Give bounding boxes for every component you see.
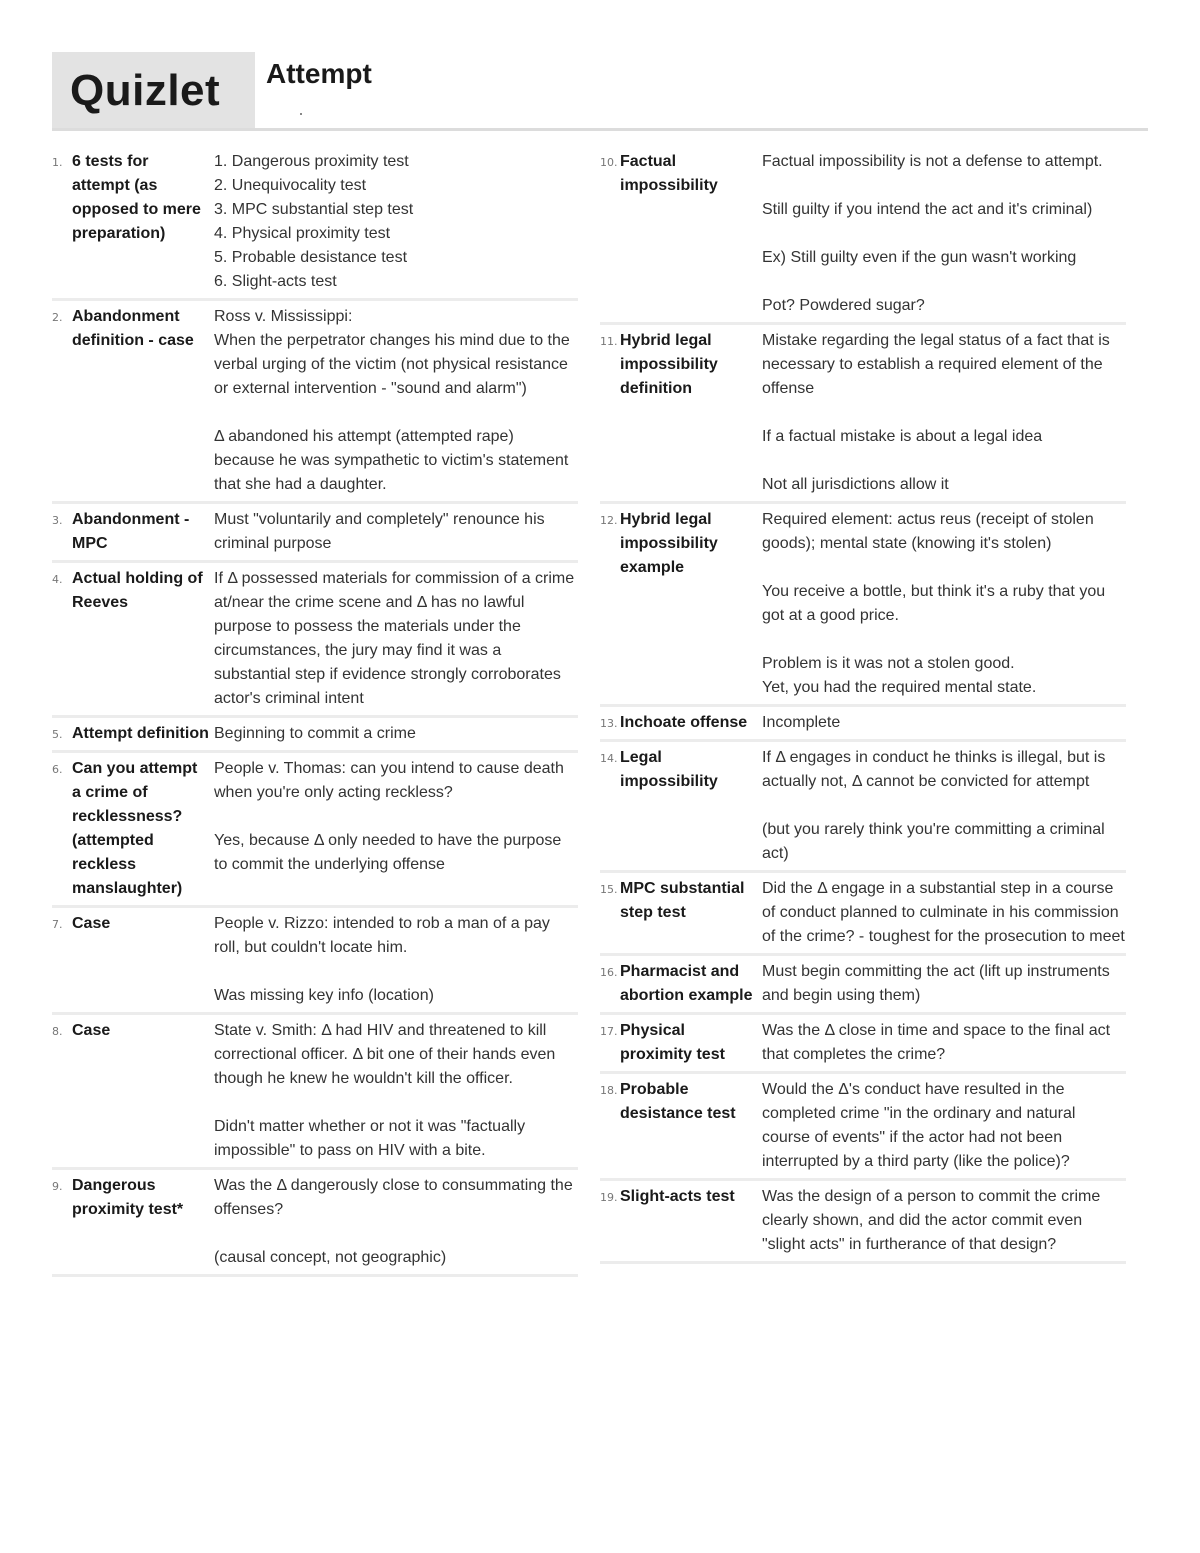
card-number: 3. — [52, 514, 63, 527]
card-number: 12. — [600, 514, 618, 527]
card-number: 13. — [600, 717, 618, 730]
card-definition: Was the Δ dangerously close to consummating the offenses? (causal concept, not geographic) — [214, 1177, 573, 1266]
card-definition: If Δ engages in conduct he thinks is illegal, but is actually not, Δ cannot be convicted for attempt (but you rarely think you're committing a criminal act) — [762, 749, 1106, 862]
flashcard — [600, 1185, 1126, 1264]
card-term: Abandonment definition - case — [72, 308, 194, 349]
card-definition: Would the Δ's conduct have resulted in the completed crime "in the ordinary and natural course of events" if the actor had not been interrupted by a third party (like the police)? — [762, 1081, 1076, 1170]
card-definition: Required element: actus reus (receipt of stolen goods); mental state (knowing it's stolen) You receive a bottle, but think it's a ruby that you got at a good price. Problem is it was not a stolen good. Yet, you had the required mental state. — [762, 511, 1106, 696]
card-number: 19. — [600, 1191, 618, 1204]
card-definition: Must "voluntarily and completely" renounce his criminal purpose — [214, 511, 545, 552]
flashcard — [52, 305, 578, 504]
card-number: 5. — [52, 728, 63, 741]
flashcard — [52, 508, 578, 563]
card-term: 6 tests for attempt (as opposed to mere preparation) — [72, 153, 201, 242]
logo-text: Quizlet — [70, 66, 221, 115]
flashcard — [600, 1019, 1126, 1074]
card-definition: Was the design of a person to commit the crime clearly shown, and did the actor commit even "slight acts" in furtherance of that design? — [762, 1188, 1101, 1253]
flashcard — [600, 508, 1126, 707]
card-definition: Ross v. Mississippi: When the perpetrator changes his mind due to the verbal urging of the victim (not physical resistance or external intervention - "sound and alarm") Δ abandoned his attempt (attempted rape) because he was sympathetic to victim's statement that she had a daughter. — [214, 308, 570, 493]
flashcard — [600, 329, 1126, 504]
left-column — [52, 150, 578, 1281]
flashcard — [52, 722, 578, 753]
flashcard — [52, 567, 578, 718]
card-definition: Incomplete — [762, 714, 841, 731]
card-number: 17. — [600, 1025, 618, 1038]
card-term: Case — [72, 915, 111, 932]
card-number: 4. — [52, 573, 63, 586]
card-term: Attempt definition — [72, 725, 209, 742]
right-column — [600, 150, 1126, 1268]
card-number: 10. — [600, 156, 618, 169]
card-number: 8. — [52, 1025, 63, 1038]
card-definition: Was the Δ close in time and space to the final act that completes the crime? — [762, 1022, 1111, 1063]
header-divider-dot — [300, 113, 302, 115]
card-definition: Must begin committing the act (lift up instruments and begin using them) — [762, 963, 1110, 1004]
flashcard — [600, 960, 1126, 1015]
card-term: Factual impossibility — [620, 153, 718, 194]
card-term: Actual holding of Reeves — [72, 570, 203, 611]
card-term: Physical proximity test — [620, 1022, 725, 1063]
card-number: 6. — [52, 763, 63, 776]
flashcard — [52, 1019, 578, 1170]
quizlet-logo — [52, 52, 255, 130]
flashcard — [52, 912, 578, 1015]
card-definition: If Δ possessed materials for commission of a crime at/near the crime scene and Δ has no lawful purpose to possess the materials under the circumstances, the jury may find it was a substantial step if evidence strongly corroborates actor's criminal intent — [214, 570, 575, 707]
card-number: 2. — [52, 311, 63, 324]
card-term: Case — [72, 1022, 111, 1039]
card-term: Abandonment - MPC — [72, 511, 190, 552]
card-term: Can you attempt a crime of recklessness? (attempted reckless manslaughter) — [72, 760, 198, 897]
card-number: 1. — [52, 156, 63, 169]
card-number: 18. — [600, 1084, 618, 1097]
card-definition: Factual impossibility is not a defense to attempt. Still guilty if you intend the act and it's criminal) Ex) Still guilty even if the gun wasn't working Pot? Powdered sugar? — [762, 153, 1103, 314]
flashcard — [52, 757, 578, 908]
card-definition: People v. Thomas: can you intend to cause death when you're only acting reckless? Yes, because Δ only needed to have the purpose to commit the underlying offense — [214, 760, 564, 873]
card-term: Legal impossibility — [620, 749, 718, 790]
flashcard — [600, 150, 1126, 325]
card-definition: Beginning to commit a crime — [214, 725, 416, 742]
flashcard — [52, 1174, 578, 1277]
flashcard — [600, 711, 1126, 742]
card-term: MPC substantial step test — [620, 880, 745, 921]
flashcard — [600, 877, 1126, 956]
flashcard — [52, 150, 578, 301]
card-term: Hybrid legal impossibility definition — [620, 332, 718, 397]
card-number: 15. — [600, 883, 618, 896]
card-number: 16. — [600, 966, 618, 979]
card-number: 14. — [600, 752, 618, 765]
header-divider — [52, 128, 1148, 131]
card-number: 7. — [52, 918, 63, 931]
card-term: Probable desistance test — [620, 1081, 736, 1122]
card-number: 9. — [52, 1180, 63, 1193]
card-definition: State v. Smith: Δ had HIV and threatened to kill correctional officer. Δ bit one of their hands even though he knew he wouldn't kill the officer. Didn't matter whether or not it was "factually impossible" to pass on HIV with a bite. — [214, 1022, 556, 1159]
card-term: Hybrid legal impossibility example — [620, 511, 718, 576]
card-definition: Did the Δ engage in a substantial step in a course of conduct planned to culminate in his commission of the crime? - toughest for the prosecution to meet — [762, 880, 1125, 945]
card-definition: Mistake regarding the legal status of a fact that is necessary to establish a required element of the offense If a factual mistake is about a legal idea Not all jurisdictions allow it — [762, 332, 1110, 493]
card-definition: People v. Rizzo: intended to rob a man of a pay roll, but couldn't locate him. Was missing key info (location) — [214, 915, 550, 1004]
card-term: Slight-acts test — [620, 1188, 735, 1205]
flashcard — [600, 746, 1126, 873]
card-definition: 1. Dangerous proximity test 2. Unequivocality test 3. MPC substantial step test 4. Physical proximity test 5. Probable desistance test 6. Slight-acts test — [214, 153, 414, 290]
card-term: Pharmacist and abortion example — [620, 963, 753, 1004]
card-term: Inchoate offense — [620, 714, 748, 731]
set-title: Attempt — [266, 58, 372, 89]
card-term: Dangerous proximity test* — [72, 1177, 184, 1218]
flashcard — [600, 1078, 1126, 1181]
card-number: 11. — [600, 335, 618, 348]
